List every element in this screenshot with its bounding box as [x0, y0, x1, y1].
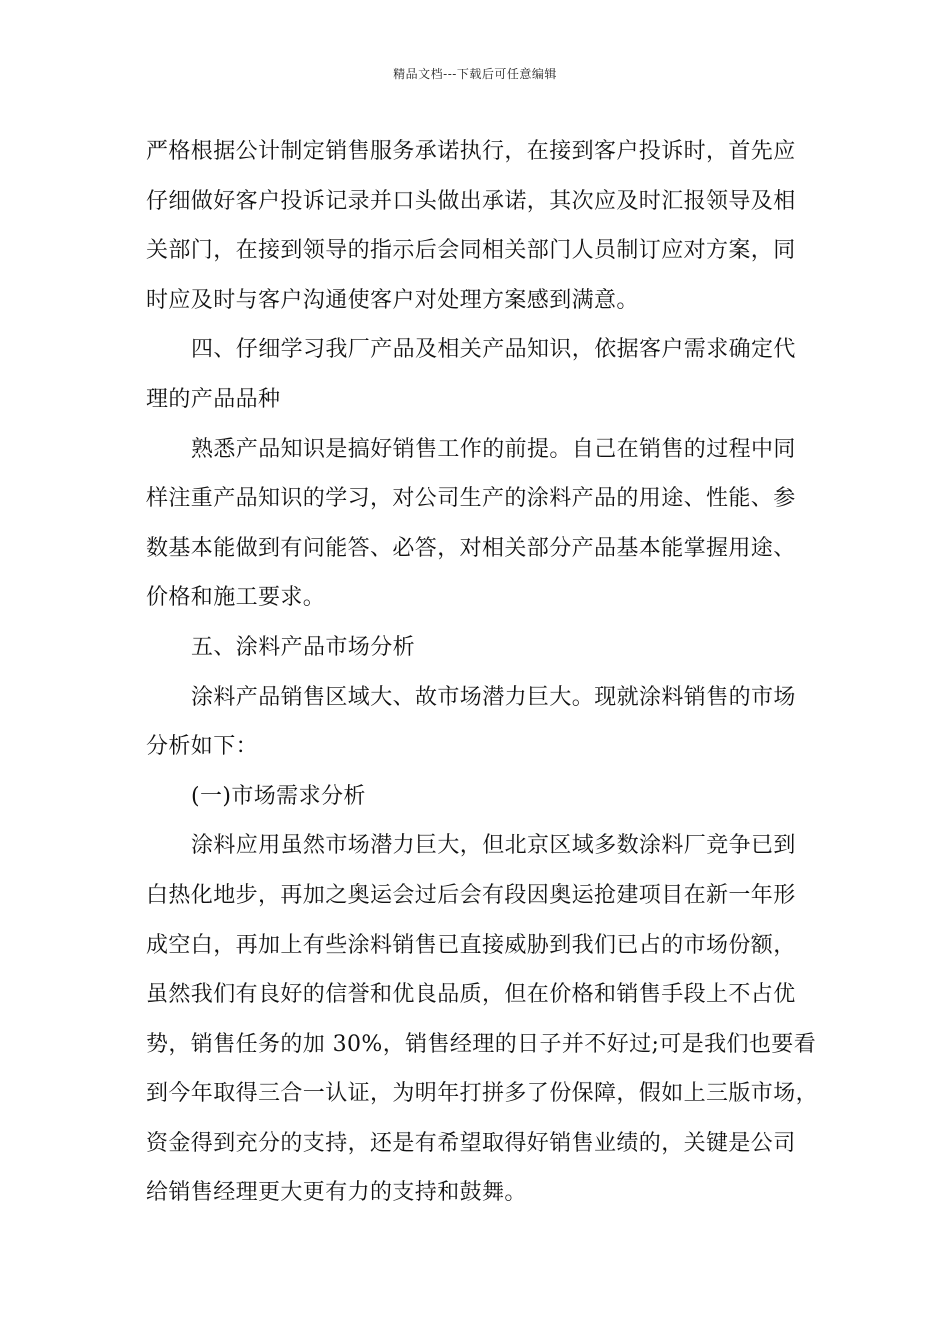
text-line: 价格和施工要求。	[146, 585, 326, 611]
section-heading-continued: 理的产品品种	[146, 386, 281, 412]
text-line: 涂料应用虽然市场潜力巨大，但北京区域多数涂料厂竞争已到	[191, 833, 796, 859]
text-line: 分析如下：	[146, 734, 259, 760]
text-line: 资金得到充分的支持，还是有希望取得好销售业绩的，关键是公司	[146, 1130, 796, 1156]
text-line: 仔细做好客户投诉记录并口头做出承诺，其次应及时汇报领导及相	[146, 188, 796, 214]
page-header: 精品文档---下载后可任意编辑	[393, 67, 557, 81]
document-body	[146, 127, 826, 1218]
text-line: 样注重产品知识的学习，对公司生产的涂料产品的用途、性能、参	[146, 486, 796, 512]
text-line: 成空白，再加上有些涂料销售已直接威胁到我们已占的市场份额，	[146, 932, 796, 958]
text-line: 关部门，在接到领导的指示后会同相关部门人员制订应对方案，同	[146, 238, 796, 264]
text-line: 数基本能做到有问能答、必答，对相关部分产品基本能掌握用途、	[146, 535, 796, 561]
text-line: 白热化地步，再加之奥运会过后会有段因奥运抢建项目在新一年形	[146, 882, 796, 908]
text-line: 涂料产品销售区域大、故市场潜力巨大。现就涂料销售的市场	[191, 684, 796, 710]
text-line: 给销售经理更大更有力的支持和鼓舞。	[146, 1180, 527, 1206]
section-heading: 五、涂料产品市场分析	[191, 634, 416, 660]
text-line: 虽然我们有良好的信誉和优良品质，但在价格和销售手段上不占优	[146, 982, 796, 1008]
subsection-heading: (一)市场需求分析	[191, 783, 366, 809]
text-line: 严格根据公计制定销售服务承诺执行，在接到客户投诉时，首先应	[146, 139, 796, 164]
text-line: 势，销售任务的加 30%，销售经理的日子并不好过;可是我们也要看	[146, 1031, 817, 1057]
section-heading: 四、仔细学习我厂产品及相关产品知识，依据客户需求确定代	[191, 337, 796, 363]
text-line: 时应及时与客户沟通使客户对处理方案感到满意。	[146, 287, 639, 313]
text-line: 熟悉产品知识是搞好销售工作的前提。自己在销售的过程中同	[191, 436, 796, 462]
text-line: 到今年取得三合一认证，为明年打拼多了份保障，假如上三版市场，	[146, 1081, 819, 1107]
